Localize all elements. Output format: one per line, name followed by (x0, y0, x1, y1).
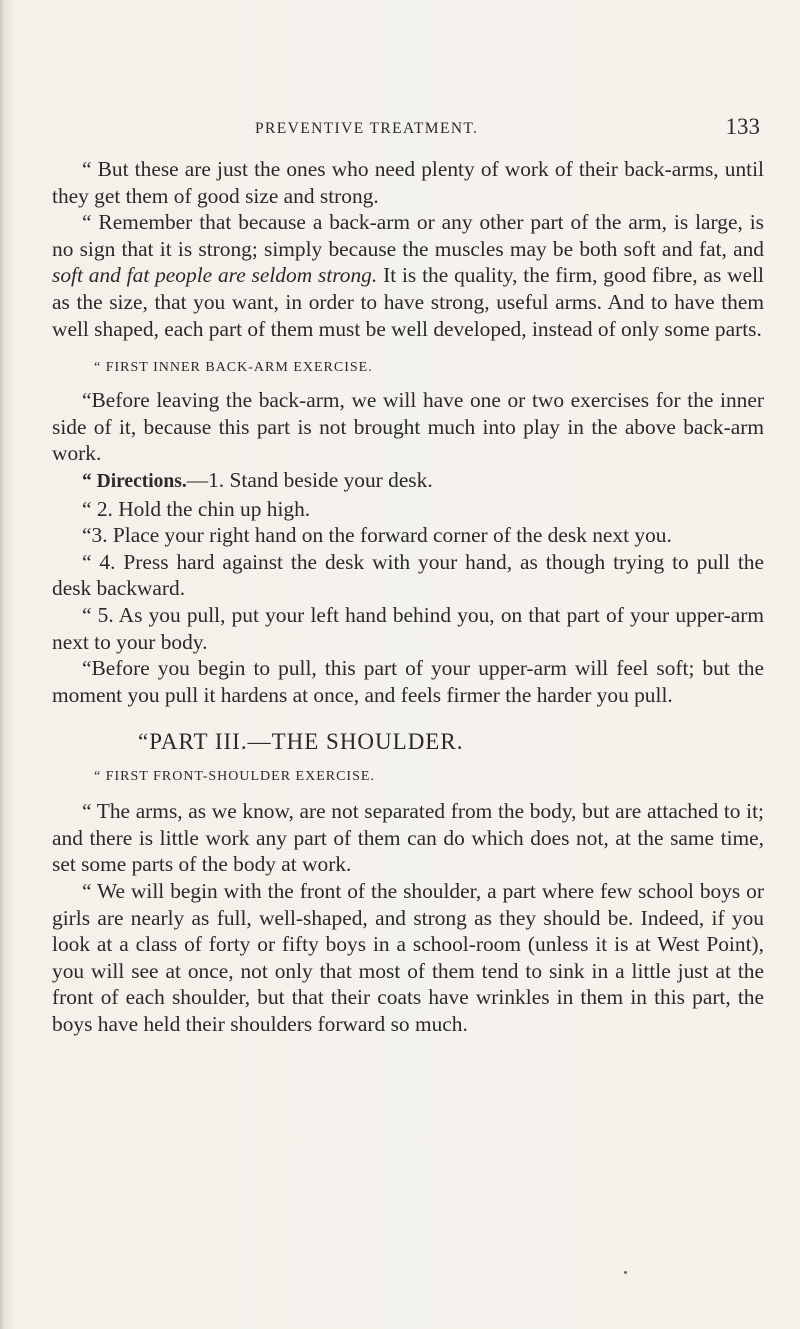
paragraph-text: —1. Stand beside your desk. (186, 467, 433, 492)
paragraph: “ We will begin with the front of the shoulder, a part where few school boys or girls are nearly as full, well-shaped, and strong as they should be. Indeed, if you look at a class of forty or fifty boys in a school-room (unless it is at West Point), you will see at once, not only that most of them tend to sink in a little just at the front of each shoulder, but that their coats have wrinkles in them in this part, the boys have held their shoulders forward so much. (52, 879, 764, 1037)
running-title: PREVENTIVE TREATMENT. (255, 120, 479, 137)
paragraph: “ 5. As you pull, put your left hand behind you, on that part of your upper-arm next to your body. (52, 602, 764, 654)
paragraph: “ 2. Hold the chin up high. (82, 496, 311, 521)
paragraph (52, 209, 764, 342)
section-heading: “ FIRST FRONT-SHOULDER EXERCISE. (94, 769, 375, 785)
paragraph-text: “ Remember that because a back-arm or any other part of the arm, is large, is no sign that it is strong; simply because the muscles may be both soft and fat, and (52, 210, 764, 261)
running-head (52, 114, 764, 144)
paragraph: “ 4. Press hard against the desk with your hand, as though trying to pull the desk backward. (52, 549, 764, 601)
italic-text: soft and fat people are seldom strong. (52, 263, 378, 288)
paper-speck (624, 1271, 627, 1274)
paragraph: “Before you begin to pull, this part of your upper-arm will feel soft; but the moment you pull it hardens at once, and feels firmer the harder you pull. (52, 656, 764, 707)
paragraph: “Before leaving the back-arm, we will have one or two exercises for the inner side of it, because this part is not brought much into play in the above back-arm work. (52, 388, 764, 466)
paragraph: “ But these are just the ones who need plenty of work of their back-arms, until they get them of good size and strong. (52, 157, 764, 208)
paragraph (52, 467, 764, 496)
paragraph: “3. Place your right hand on the forward corner of the desk next you. (82, 523, 672, 548)
page-number: 133 (725, 114, 760, 139)
part-heading: “PART III.—THE SHOULDER. (138, 729, 464, 755)
paragraph: “ The arms, as we know, are not separated from the body, but are attached to it; and there is little work any part of them can do which does not, at the same time, set some parts of the body at work. (52, 799, 764, 877)
page-content (52, 114, 764, 1038)
paragraph-text: It is the quality, the firm, good fibre, as well as the size, that you want, in order to have strong, useful arms. And to have them well shaped, each part of them must be well developed, instead of only some parts. (52, 263, 764, 341)
directions-label: “ Directions. (82, 470, 187, 492)
section-heading: “ FIRST INNER BACK-ARM EXERCISE. (94, 360, 373, 376)
